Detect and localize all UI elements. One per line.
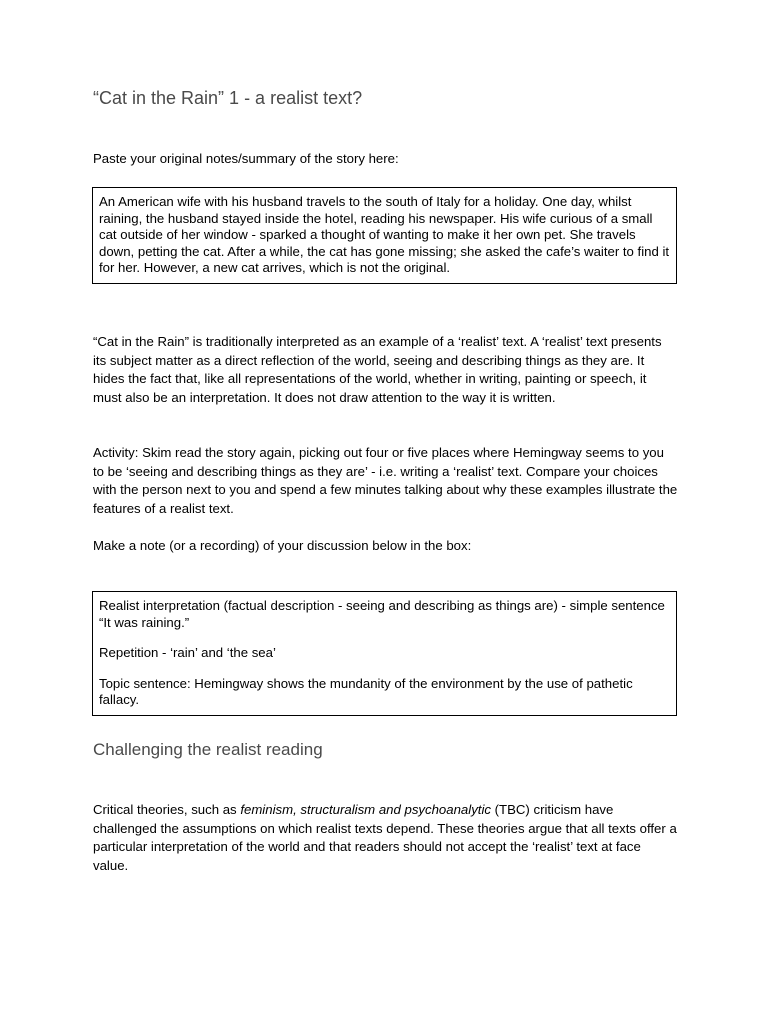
summary-box[interactable]	[92, 187, 677, 284]
discussion-item: Repetition - ‘rain’ and ‘the sea’	[99, 645, 276, 661]
critical-text-start: Critical theories, such as	[93, 802, 241, 817]
critical-text-end: (TBC) criticism have challenged the assumptions on which realist texts depend. These theories argue that all texts offer a particular interpretation of the world and that readers should not accept the ‘realist’ text at face value.	[93, 802, 677, 873]
critical-paragraph	[93, 801, 678, 875]
page-title: “Cat in the Rain” 1 - a realist text?	[93, 88, 363, 108]
intro-paragraph: “Cat in the Rain” is traditionally interpreted as an example of a ‘realist’ text. A ‘realist’ text presents its subject matter as a direct reflection of the world, seeing and describing things as they are. It hides the fact that, like all representations of the world, whether in writing, painting or speech, it must also be an interpretation. It does not draw attention to the way it is written.	[93, 334, 662, 405]
section-heading: Challenging the realist reading	[93, 740, 323, 759]
discussion-box[interactable]	[92, 591, 677, 716]
activity-paragraph: Activity: Skim read the story again, picking out four or five places where Hemingway seems to you to be ‘seeing and describing things as they are’ - i.e. writing a ‘realist’ text. Compare your choices with the person next to you and spend a few minutes talking about why these examples illustrate the features of a realist text.	[93, 445, 678, 516]
discussion-item: Realist interpretation (factual description - seeing and describing as things are) - simple sentence “It was raining.”	[99, 598, 665, 630]
note-prompt: Make a note (or a recording) of your discussion below in the box:	[93, 538, 472, 553]
summary-text: An American wife with his husband travels to the south of Italy for a holiday. One day, whilst raining, the husband stayed inside the hotel, reading his newspaper. His wife curious of a small cat outside of her window - sparked a thought of wanting to make it her own pet. She travels down, petting the cat. After a while, the cat has gone missing; she asked the cafe’s waiter to find it for her. However, a new cat arrives, which is not the original.	[99, 194, 670, 276]
paste-prompt: Paste your original notes/summary of the story here:	[93, 151, 399, 166]
discussion-item: Topic sentence: Hemingway shows the mundanity of the environment by the use of pathetic fallacy.	[99, 675, 633, 708]
critical-theories-italic: feminism, structuralism and psychoanalytic	[240, 802, 491, 817]
